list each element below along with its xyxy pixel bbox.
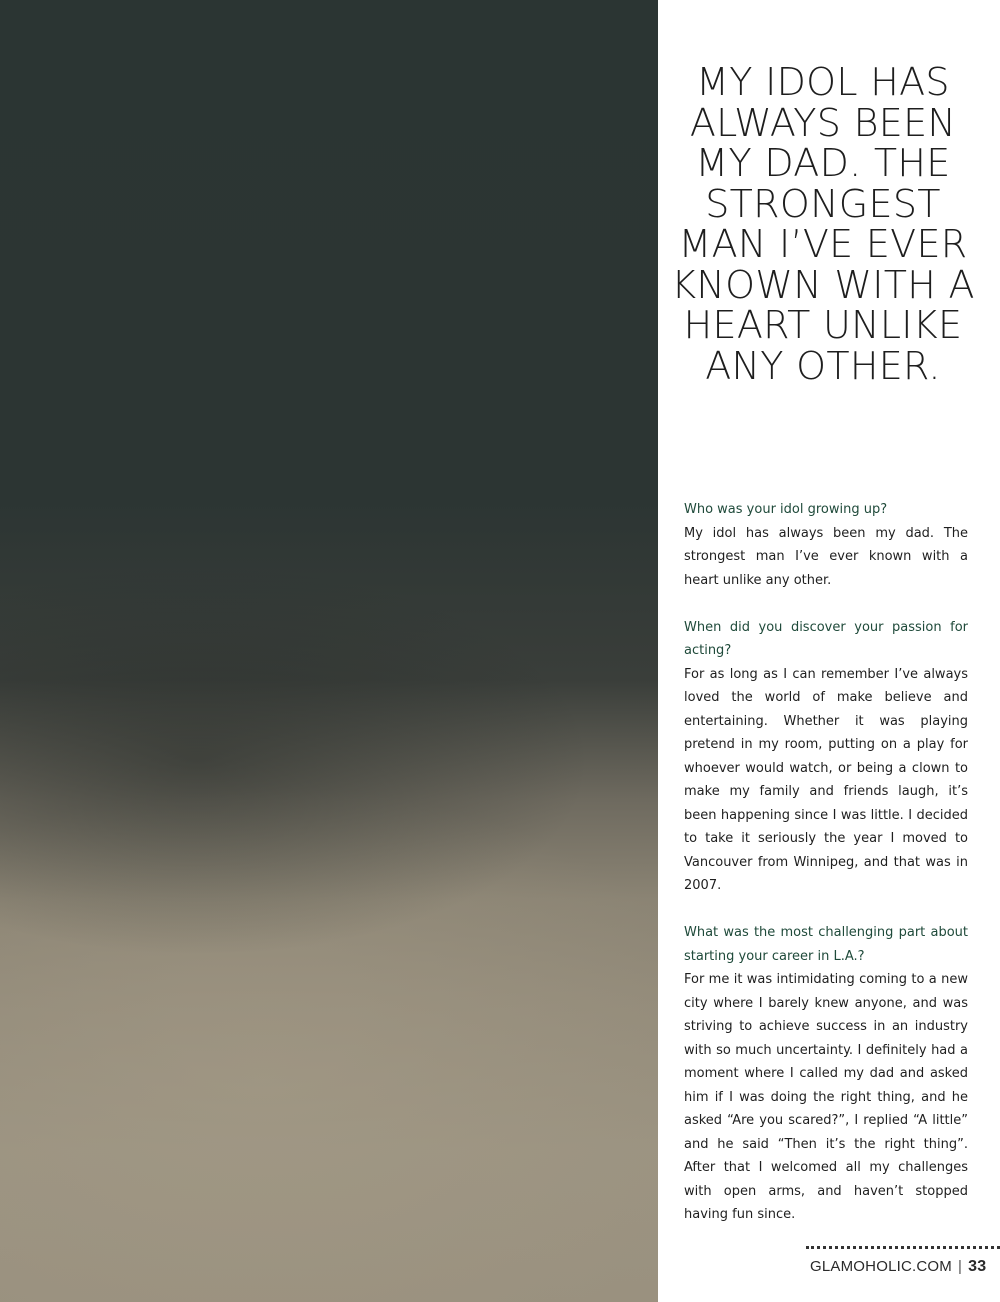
qa-block-passion (684, 616, 968, 898)
answer-passion: For as long as I can remember I’ve always loved the world of make believe and entertaining. Whether it was playing pretend in my room, putting on a play for whoever would watch, or being a clown to make my family and friends laugh, it’s been happening since I was little. I decided to take it seriously the year I moved to Vancouver from Winnipeg, and that was in 2007. (684, 666, 968, 893)
qa-block-idol (684, 498, 968, 592)
dotted-divider (806, 1246, 1000, 1249)
folio-separator: | (957, 1258, 963, 1275)
page-footer (806, 1246, 1000, 1275)
answer-idol: My idol has always been my dad. The strongest man I’ve ever known with a heart unlike any other. (684, 525, 968, 588)
pull-quote: MY IDOL HAS ALWAYS BEEN MY DAD. THE STRONGEST MAN I’VE EVER KNOWN WITH A HEART UNLIKE ANY OTHER. (671, 60, 975, 388)
interview-text (684, 498, 968, 1250)
question-passion: When did you discover your passion for acting? (684, 619, 968, 658)
qa-block-career (684, 921, 968, 1227)
site-name: GLAMOHOLIC.COM (810, 1258, 952, 1275)
answer-career: For me it was intimidating coming to a new city where I barely knew anyone, and was striving to achieve success in an industry with so much uncertainty. I definitely had a moment where I called my dad and asked him if I was doing the right thing, and he asked “Are you scared?”, I replied “A little” and he said “Then it’s the right thing”. After that I welcomed all my challenges with open arms, and haven’t stopped having fun since. (684, 972, 968, 1222)
page-number: 33 (968, 1258, 987, 1275)
question-idol: Who was your idol growing up? (684, 502, 888, 517)
folio (810, 1258, 986, 1276)
question-career: What was the most challenging part about starting your career in L.A.? (684, 925, 968, 964)
